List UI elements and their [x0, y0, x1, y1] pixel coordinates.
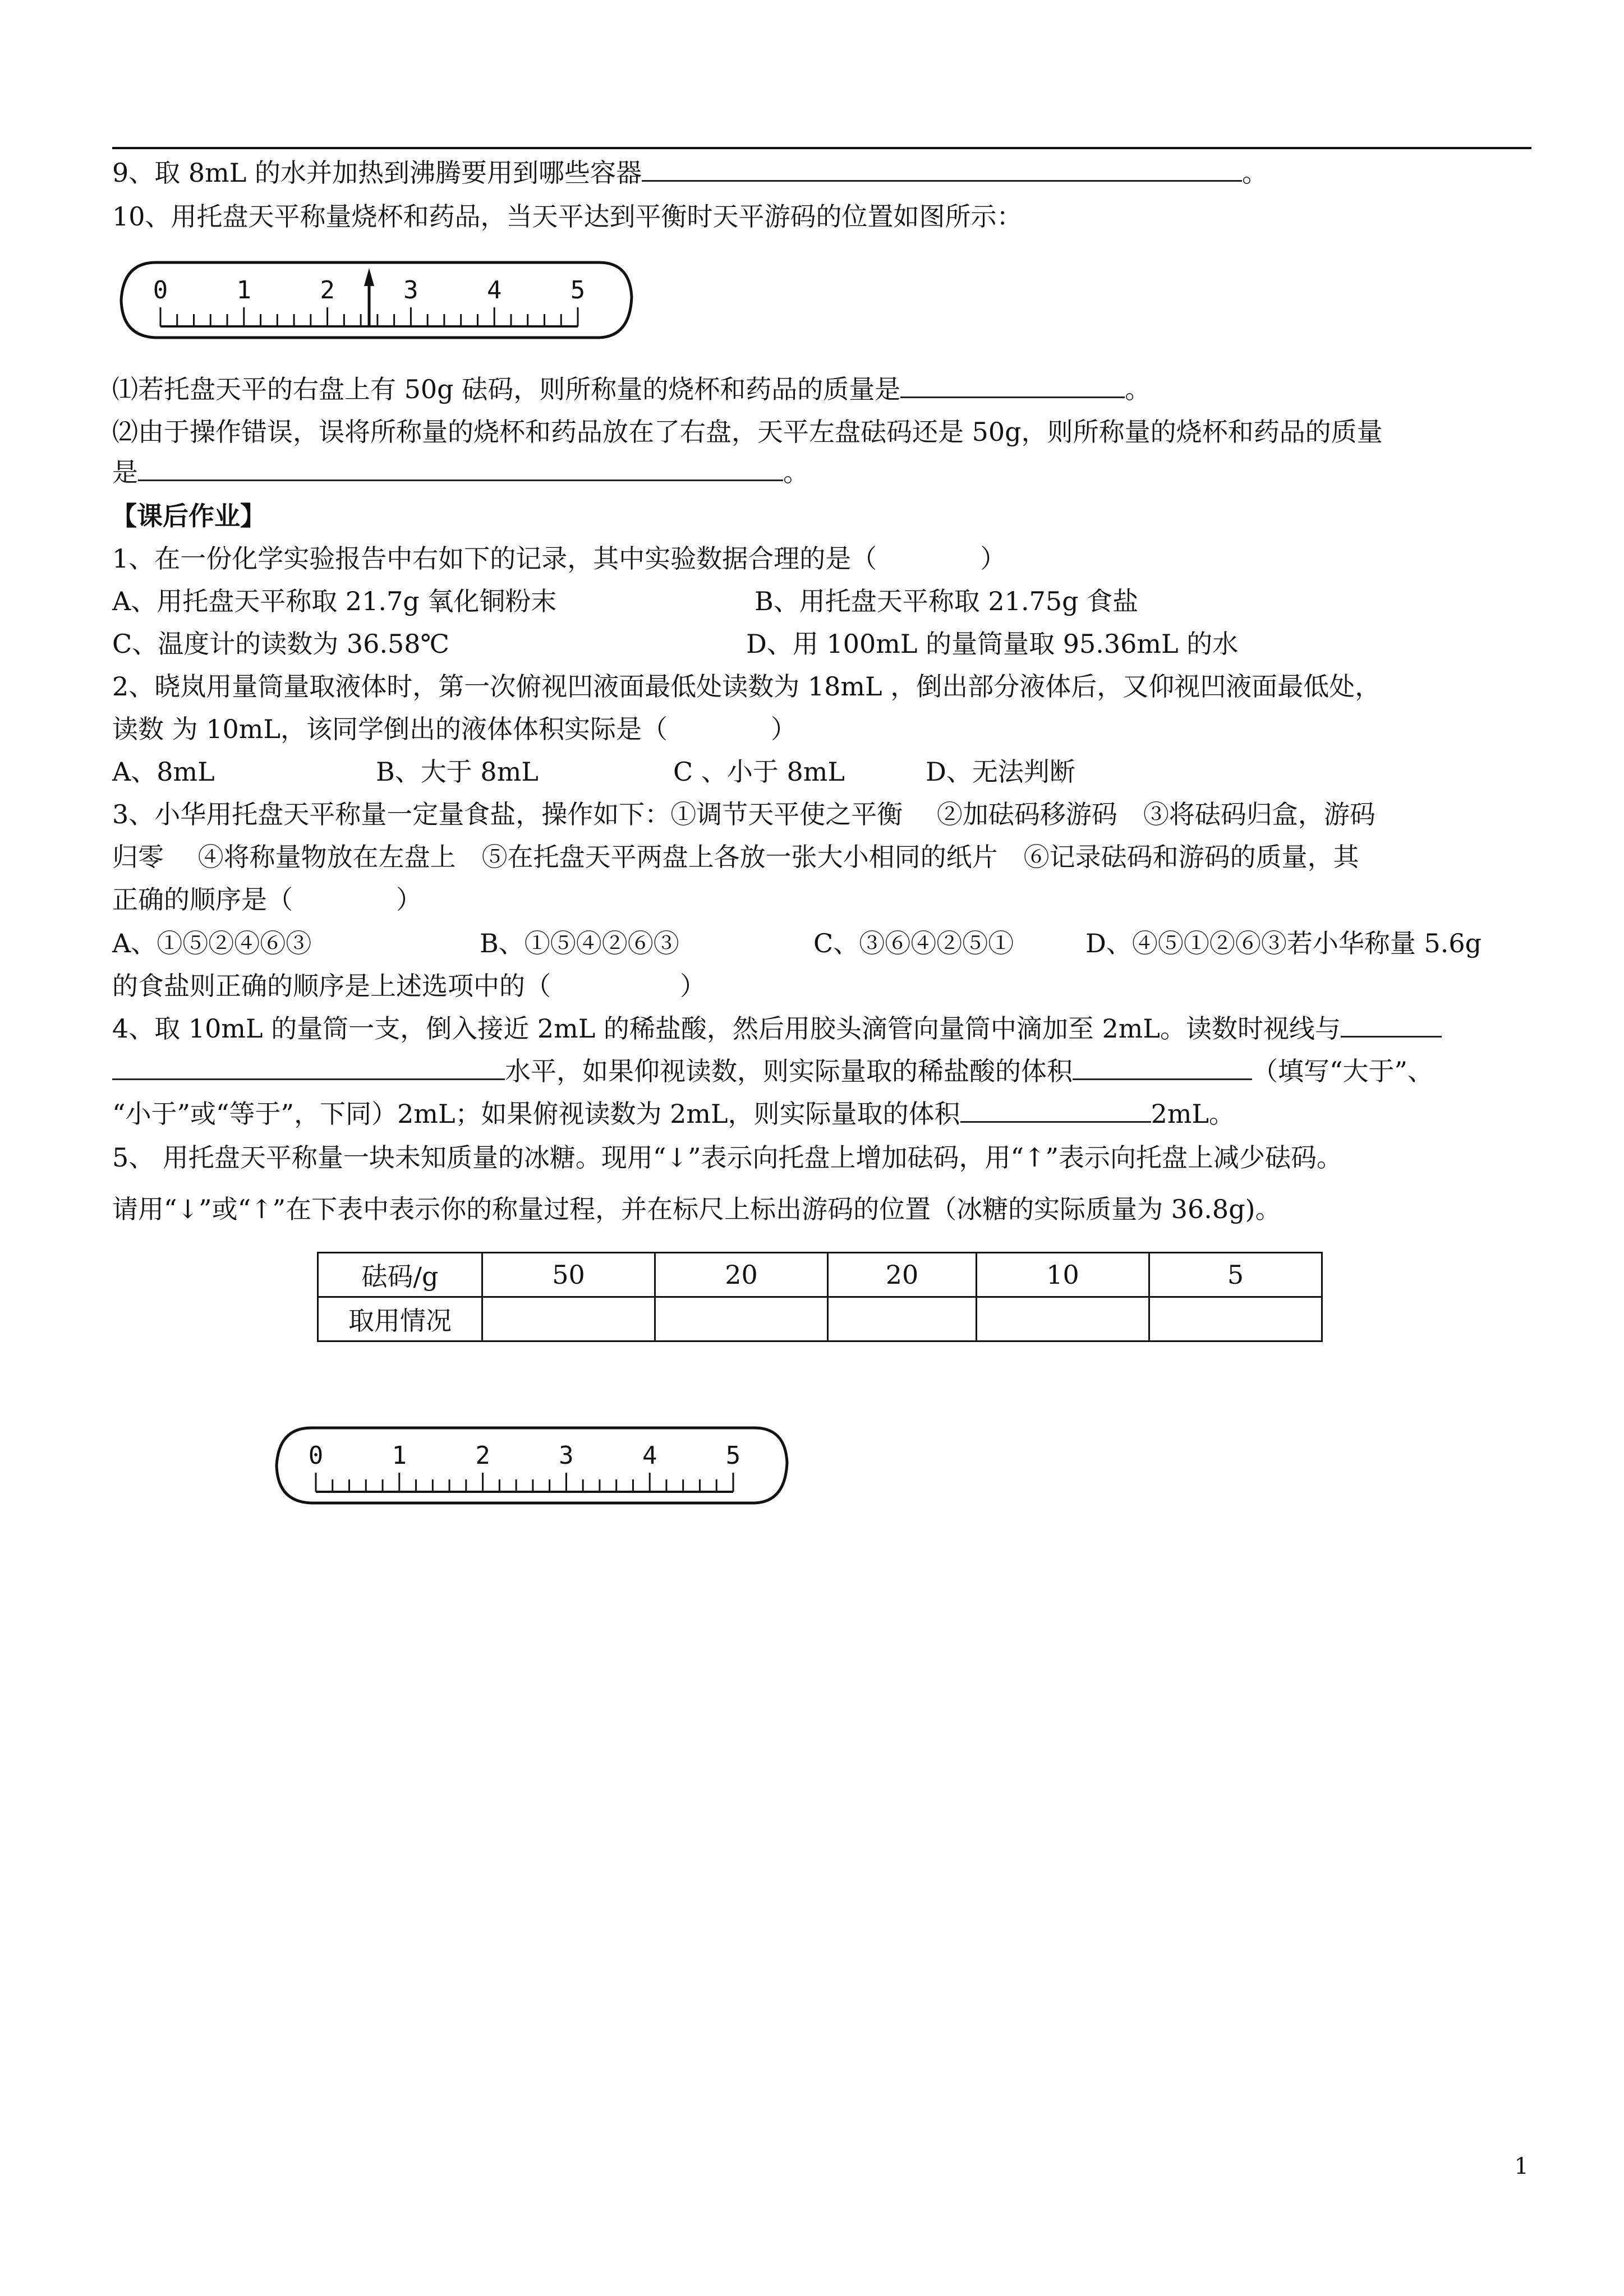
usage-cell-20a[interactable]: [655, 1297, 828, 1341]
homework-2-line-2: 读数 为 10mL，该同学倒出的液体体积实际是（ ）: [112, 714, 797, 744]
homework-1-option-d: D、用 100mL 的量筒量取 95.36mL 的水: [746, 629, 1239, 659]
scale-label: 0: [153, 276, 168, 305]
usage-cell-50[interactable]: [482, 1297, 655, 1341]
usage-header-cell: 取用情况: [318, 1297, 482, 1341]
scale-label: 4: [642, 1441, 657, 1470]
homework-4-blank-3[interactable]: [960, 1099, 1151, 1123]
weight-cell-50: 50: [482, 1253, 655, 1297]
homework-2-option-b: B、大于 8mL: [376, 757, 539, 787]
usage-cell-20b[interactable]: [828, 1297, 977, 1341]
weight-cell-5: 5: [1149, 1253, 1322, 1297]
homework-3-line-1: 3、小华用托盘天平称量一定量食盐，操作如下：①调节天平使之平衡 ②加砝码移游码 ③将砝码归盒，游码: [112, 799, 1375, 829]
weights-header-cell: 砝码/g: [318, 1253, 482, 1297]
header-rule: [112, 147, 1531, 149]
homework-3-option-b: B、①⑤④②⑥③: [480, 928, 679, 958]
scale-label: 1: [392, 1441, 407, 1470]
question-9-text: 9、取 8mL 的水并加热到沸腾要用到哪些容器: [112, 158, 642, 188]
scale-label: 0: [308, 1441, 324, 1470]
homework-1-option-b: B、用托盘天平称取 21.75g 食盐: [755, 586, 1139, 616]
homework-2-line-1: 2、晓岚用量筒量取液体时，第一次俯视凹液面最低处读数为 18mL ，倒出部分液体后，又仰视凹液面最低处，: [112, 671, 1381, 702]
usage-cell-5[interactable]: [1149, 1297, 1322, 1341]
page-number: 1: [1514, 2154, 1529, 2179]
homework-2-option-d: D、无法判断: [926, 757, 1075, 787]
weights-table: [317, 1252, 1323, 1342]
scale-label: 1: [236, 276, 252, 305]
homework-4-line-2: 水平，如果仰视读数，则实际量取的稀盐酸的体积 （填写“大于”、: [112, 1054, 1433, 1088]
scale-label: 5: [725, 1441, 741, 1470]
scale-label: 5: [570, 276, 586, 305]
question-10-text: 10、用托盘天平称量烧杯和药品，当天平达到平衡时天平游码的位置如图所示：: [112, 201, 1023, 232]
homework-3-line-2: 归零 ④将称量物放在左盘上 ⑤在托盘天平两盘上各放一张大小相同的纸片 ⑥记录砝码和游码的质量，其: [112, 842, 1359, 872]
weight-cell-10: 10: [977, 1253, 1149, 1297]
homework-3-line-5: 的食盐则正确的顺序是上述选项中的（ ）: [112, 971, 706, 1001]
scale-label: 2: [320, 276, 335, 305]
scale-label: 2: [475, 1441, 490, 1470]
homework-3-option-a: A、①⑤②④⑥③: [112, 928, 312, 958]
homework-3-option-c: C、③⑥④②⑤①: [813, 928, 1014, 958]
homework-2-option-c: C 、小于 8mL: [673, 757, 845, 787]
weight-cell-20a: 20: [655, 1253, 828, 1297]
homework-3-line-3: 正确的顺序是（ ）: [112, 884, 422, 915]
homework-4-blank-1a[interactable]: [1341, 1013, 1442, 1038]
question-10-part-2-line-2: 是 。: [112, 457, 809, 487]
homework-4-blank-1b[interactable]: [112, 1056, 505, 1080]
section-title: 【课后作业】: [111, 501, 266, 531]
homework-4-line-1: 4、取 10mL 的量筒一支，倒入接近 2mL 的稀盐酸，然后用胶头滴管向量筒中滴加至 2mL。读数时视线与: [112, 1012, 1442, 1045]
question-9: 9、取 8mL 的水并加热到沸腾要用到哪些容器 。: [112, 158, 1268, 188]
rider-marker: [364, 268, 374, 326]
homework-1-option-a: A、用托盘天平称取 21.7g 氧化铜粉末: [112, 586, 557, 616]
question-10-part-2-blank[interactable]: [138, 457, 783, 481]
rider-scale-svg: [117, 252, 638, 348]
usage-cell-10[interactable]: [977, 1297, 1149, 1341]
rider-scale-figure-2[interactable]: [272, 1418, 794, 1513]
scale-label: 3: [403, 276, 418, 305]
rider-scale-svg: [272, 1418, 794, 1513]
homework-2-option-a: A、8mL: [112, 757, 215, 787]
usage-table-row: [318, 1297, 1322, 1341]
homework-5-line-1: 5、 用托盘天平称量一块未知质量的冰糖。现用“↓”表示向托盘上增加砝码，用“↑”表示向托盘上减少砝码。: [112, 1142, 1343, 1173]
homework-4-blank-2[interactable]: [1073, 1056, 1252, 1080]
weights-table-row: [318, 1253, 1322, 1297]
homework-5-line-2: 请用“↓”或“↑”在下表中表示你的称量过程，并在标尺上标出游码的位置（冰糖的实际质量为 36.8g)。: [112, 1194, 1281, 1224]
question-10-part-1: ⑴若托盘天平的右盘上有 50g 砝码，则所称量的烧杯和药品的质量是 。: [112, 374, 1151, 404]
scale-label: 3: [559, 1441, 574, 1470]
homework-1-option-c: C、温度计的读数为 36.58℃: [112, 629, 449, 659]
homework-1-stem: 1、在一份化学实验报告中右如下的记录，其中实验数据合理的是（ ）: [112, 543, 1006, 574]
weight-cell-20b: 20: [828, 1253, 977, 1297]
question-10-part-2-line-1: ⑵由于操作错误，误将所称量的烧杯和药品放在了右盘，天平左盘砝码还是 50g，则所称量的烧杯和药品的质量: [112, 417, 1383, 447]
scale-label: 4: [486, 276, 502, 305]
question-10-part-1-blank[interactable]: [900, 374, 1125, 398]
homework-3-option-d: D、④⑤①②⑥③若小华称量 5.6g: [1085, 928, 1482, 958]
question-9-answer-blank[interactable]: [642, 158, 1242, 182]
homework-4-line-3: “小于”或“等于”，下同）2mL；如果俯视读数为 2mL，则实际量取的体积 2mL。: [112, 1099, 1235, 1129]
rider-scale-figure-1: [117, 252, 638, 348]
